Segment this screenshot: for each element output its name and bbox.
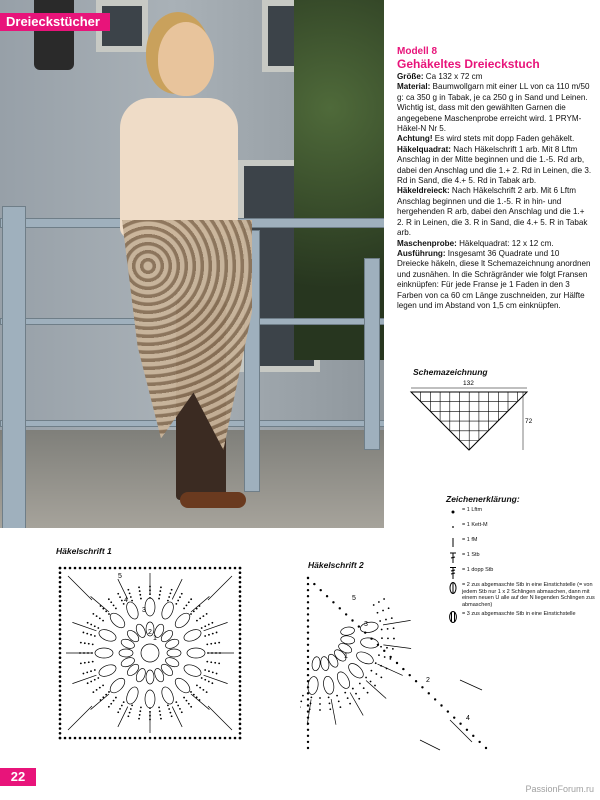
model-top [120,98,238,238]
instruction-paragraph: Ausführung: Insgesamt 36 Quadrate und 10 Dreiecke häkeln, diese lt Schemazeichnung anordnen und zusnähen. In die Schrägränder wie folgt Fransen einknüpfen: Für jede Franse je 1 Faden in den 3 Farben von ca 60 cm Länge zuschneiden, zur Hälfte legen und im Abstand von 1,5 cm einknüpfen. [397,248,591,310]
row-label: 2 [426,677,430,684]
instruction-paragraph: Material: Baumwollgarn mit einer LL von ca 110 m/50 g: ca 350 g in Tabak, je ca 250 g in Sand und Leinen. Wichtig ist, dass mit den gewählten Garnen die angegebene Maschenprobe erreicht wird. 1 PRYM-Häkel-N Nr 5. [397,82,590,134]
schema-drawing [405,378,535,458]
legend-item: = 1 dopp Stb [446,567,596,579]
instruction-paragraph: Größe: Ca 132 x 72 cm [397,72,483,81]
row-label: 3 [364,621,368,628]
page-number: 22 [0,768,36,786]
diagram1-title: Häkelschrift 1 [56,546,112,556]
instruction-paragraph: Häkeldreieck: Nach Häkelschrift 2 arb. Mit 6 Lftm Anschlag beginnen und die 1.-5. R in hin- und hergehenden R arb, dabei den Anschlag und die 1.+ 2. R in Leinen, die 3. R in Sand, die 4.+ 5. R in Tabak arb. [397,186,588,238]
legend-item: = 1 Kett-M [446,522,596,534]
crochet-diagram-triangle [300,570,500,756]
model-number: Modell 8 [397,46,438,57]
section-tag: Dreieckstücher [0,13,110,31]
watermark: PassionForum.ru [525,784,594,794]
row-label: 1 [344,653,348,660]
round-label: 4 [124,597,128,604]
width-label: 132 [463,380,474,387]
fm-icon [446,537,460,549]
row-label: 4 [466,715,470,722]
small-dot-icon [446,522,460,534]
model-photo [0,0,384,528]
row-label: 5 [352,595,356,602]
instruction-paragraph: Häkelquadrat: Nach Häkelschrift 1 arb. Mit 8 Lftm Anschlag in der Mitte beginnen und die 1.-5. Rd arb, dabei den Anschlag und die 1.+ 2. Rd in Leinen, die 3. Rd in Sand, die 4.+ 5. Rd in Tabak arb. [397,144,592,186]
round-label: 3 [142,607,146,614]
instruction-paragraph: Achtung! Es wird stets mit dopp Faden gehäkelt. [397,134,575,144]
round-label: 1 [153,635,157,642]
diagram2-title: Häkelschrift 2 [308,560,364,570]
legend-item: = 1 Lftm [446,507,596,519]
legend-title: Zeichenerklärung: [446,494,520,504]
height-label: 72 [525,418,533,425]
legend-item: = 1 fM [446,537,596,549]
round-label: 5 [118,573,122,580]
legend-item: = 1 Stb [446,552,596,564]
crochet-diagram-square [50,556,250,750]
instruction-paragraph: Maschenprobe: Häkelquadrat: 12 x 12 cm. [397,238,554,248]
legend-item: = 3 zus abgemaschte Stb in eine Einstichstelle [446,611,596,623]
schema-grid [411,392,527,450]
model-title: Gehäkeltes Dreieckstuch [397,57,540,71]
schema-title: Schemazeichnung [413,367,488,377]
legend-item: = 2 zus abgemaschte Stb in eine Einstichstelle (= von jedem Stb nur 1 x 2 Schlingen abmaschen, dann mit einem neuen U alle auf der N liegenden Schlingen zus abmaschen) [446,582,596,608]
model-head [158,22,214,96]
instructions-column [397,46,593,311]
dot-icon [446,507,460,519]
round-label: 2 [148,629,152,636]
stb-icon [446,552,460,564]
